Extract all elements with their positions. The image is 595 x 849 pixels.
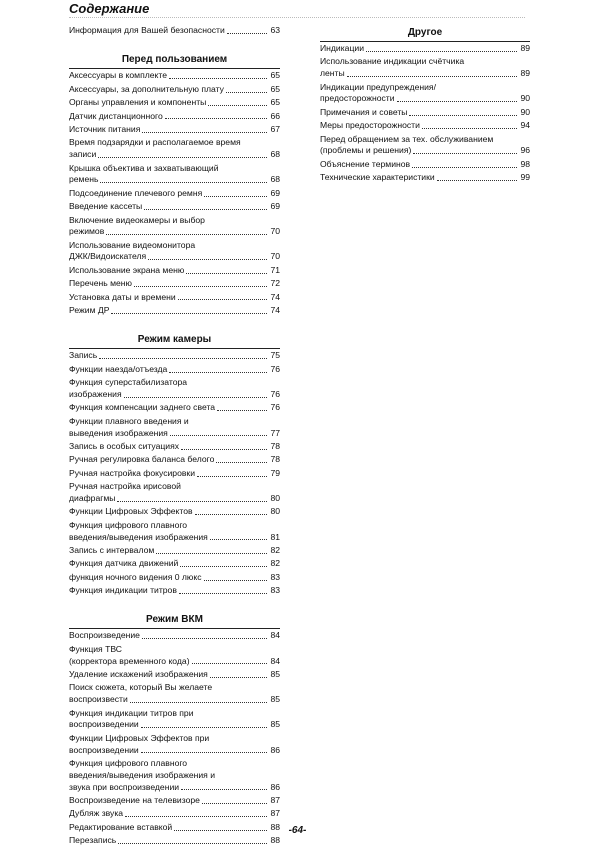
- toc-page-number: 82: [270, 558, 280, 569]
- toc-entry: [69, 644, 280, 668]
- toc-entry-last-line: [320, 43, 530, 55]
- toc-entry: [69, 70, 280, 82]
- dot-leader: [117, 501, 267, 502]
- toc-page-number: 87: [270, 795, 280, 805]
- toc-entry-last-line: [69, 719, 280, 731]
- toc-page-number: 69: [270, 201, 280, 212]
- toc-entry-last-line: [69, 585, 280, 597]
- toc-entry-text: воспроизведении: [69, 744, 139, 755]
- toc-entry-last-line: [69, 745, 280, 757]
- dot-leader: [125, 816, 267, 817]
- toc-entry-last-line: [69, 669, 280, 681]
- toc-entry-text: ремень: [69, 174, 99, 185]
- section-spacer: [69, 598, 280, 612]
- toc-entry: [69, 468, 280, 480]
- toc-entry-text: (корректора временного кода): [69, 655, 190, 666]
- toc-entry-text: Функция датчика движений: [69, 558, 179, 569]
- toc-entry-last-line: [69, 97, 280, 109]
- toc-entry-text: Функция цифрового плавного: [69, 519, 188, 530]
- toc-page-number: 85: [270, 719, 280, 730]
- dot-leader: [169, 78, 267, 79]
- dot-leader: [141, 727, 268, 728]
- dot-leader: [142, 638, 267, 639]
- dot-leader: [197, 476, 267, 477]
- toc-entry-text: Использование индикации счётчика: [320, 56, 465, 67]
- toc-entry-last-line: [320, 120, 530, 132]
- toc-entry-last-line: [69, 111, 280, 123]
- toc-entry-text: Введение кассеты: [69, 201, 143, 212]
- toc-entry-last-line: [69, 493, 280, 505]
- dot-leader: [366, 51, 517, 52]
- toc-entry: [69, 124, 280, 136]
- toc-page-number: 65: [270, 97, 280, 108]
- toc-page-number: 69: [270, 187, 280, 198]
- title-divider: [69, 17, 525, 18]
- section-spacer: [69, 318, 280, 332]
- toc-page-number: 89: [520, 68, 530, 79]
- toc-entry: [69, 305, 280, 317]
- toc-entry-text: ДЖК/Видоискателя: [69, 251, 147, 262]
- toc-entry-text: звука при воспроизведении: [69, 781, 180, 792]
- toc-entry: [69, 350, 280, 362]
- dot-leader: [179, 593, 268, 594]
- toc-entry-last-line: [69, 201, 280, 213]
- toc-entry: [69, 630, 280, 642]
- dot-leader: [130, 702, 268, 703]
- toc-entry-text: Запись с интервалом: [69, 544, 155, 555]
- toc-entry: [69, 163, 280, 187]
- toc-entry-text: введения/выведения изображения: [69, 531, 208, 542]
- toc-entry-text: Режим ДР: [69, 305, 110, 316]
- toc-entry-text: (проблемы и решения): [320, 145, 412, 156]
- toc-entry-last-line: [69, 468, 280, 480]
- dot-leader: [99, 358, 267, 359]
- toc-entry: [320, 134, 530, 158]
- section-heading: Режим камеры: [69, 332, 280, 349]
- toc-entry-text: Поиск сюжета, который Вы желаете: [69, 682, 213, 693]
- toc-entry-text: Функция ТВС: [69, 643, 123, 654]
- dot-leader: [202, 803, 268, 804]
- toc-entry: [69, 808, 280, 820]
- toc-entry: [69, 240, 280, 264]
- toc-entry-last-line: [69, 572, 280, 584]
- dot-leader: [226, 92, 267, 93]
- toc-entry-text: Подсоединение плечевого ремня: [69, 187, 203, 198]
- toc-page-number: 67: [270, 123, 280, 134]
- dot-leader: [156, 553, 267, 554]
- toc-page-number: 86: [270, 781, 280, 792]
- toc-entry-last-line: [69, 84, 280, 96]
- toc-entry-last-line: [69, 694, 280, 706]
- toc-page-number: 83: [270, 571, 280, 582]
- toc-entry-text: Меры предосторожности: [320, 120, 420, 131]
- dot-leader: [100, 182, 267, 183]
- dot-leader: [227, 33, 268, 34]
- toc-entry-text: Функции наезда/отъезда: [69, 363, 168, 374]
- toc-entry-text: Дубляж звука: [69, 808, 124, 819]
- dot-leader: [111, 313, 267, 314]
- toc-entry-last-line: [69, 835, 280, 847]
- toc-entry-text: Информация для Вашей безопасности: [69, 25, 225, 35]
- toc-entry-text: Включение видеокамеры и выбор: [69, 214, 205, 225]
- toc-entry: [320, 82, 530, 106]
- toc-entry-last-line: [69, 558, 280, 570]
- toc-entry-last-line: [69, 545, 280, 557]
- toc-entry-text: Функция суперстабилизатора: [69, 377, 188, 388]
- toc-page-number: 68: [270, 149, 280, 160]
- toc-page-number: 99: [520, 172, 530, 183]
- toc-entry-last-line: [69, 656, 280, 668]
- toc-entry: [69, 201, 280, 213]
- toc-entry-text: Функции плавного введения и: [69, 415, 189, 426]
- toc-left-column: [69, 25, 280, 849]
- toc-entry-text: Органы управления и компоненты: [69, 97, 207, 108]
- toc-entry-last-line: [320, 68, 530, 80]
- toc-entry: [69, 215, 280, 239]
- toc-entry-last-line: [69, 188, 280, 200]
- dot-leader: [169, 372, 267, 373]
- dot-leader: [148, 259, 267, 260]
- dot-leader: [142, 132, 267, 133]
- toc-entry: [69, 585, 280, 597]
- toc-page-number: 72: [270, 278, 280, 289]
- toc-page-number: 79: [270, 467, 280, 478]
- toc-entry: [69, 572, 280, 584]
- toc-entry-text: Использование видеомонитора: [69, 239, 196, 250]
- toc-page-number: 63: [270, 25, 280, 35]
- toc-page-number: 70: [270, 226, 280, 237]
- toc-entry-text: Функция цифрового плавного: [69, 758, 188, 769]
- toc-entry-last-line: [69, 350, 280, 362]
- toc-page-number: 78: [270, 454, 280, 465]
- toc-entry-text: Источник питания: [69, 123, 141, 134]
- toc-entry-last-line: [320, 107, 530, 119]
- toc-page-number: 83: [270, 585, 280, 596]
- toc-page-number: 80: [270, 506, 280, 517]
- toc-entry-text: предосторожности: [320, 93, 395, 104]
- dot-leader: [195, 514, 268, 515]
- toc-entry-text: Время подзарядки и располагаемое время: [69, 137, 241, 148]
- toc-entry-last-line: [69, 305, 280, 317]
- toc-page-number: 76: [270, 402, 280, 413]
- toc-entry-last-line: [69, 278, 280, 290]
- toc-entry: [69, 545, 280, 557]
- toc-entry-last-line: [69, 454, 280, 466]
- toc-entry-last-line: [320, 172, 530, 184]
- toc-entry-text: Индикации предупреждения/: [320, 81, 436, 92]
- toc-entry-text: записи: [69, 149, 97, 160]
- toc-entry: [69, 441, 280, 453]
- dot-leader: [181, 449, 267, 450]
- toc-entry: [69, 795, 280, 807]
- toc-page-number: 71: [270, 264, 280, 275]
- toc-page-number: 70: [270, 251, 280, 262]
- toc-page-number: 76: [270, 389, 280, 400]
- dot-leader: [186, 273, 267, 274]
- toc-entry-text: Воспроизведение: [69, 630, 140, 641]
- toc-page-number: 65: [270, 70, 280, 81]
- toc-entry-last-line: [69, 226, 280, 238]
- dot-leader: [170, 435, 268, 436]
- toc-page-number: 80: [270, 492, 280, 503]
- toc-entry-text: Ручная регулировка баланса белого: [69, 454, 215, 465]
- toc-entry-text: Аксессуары, за дополнительную плату: [69, 83, 224, 94]
- toc-page-number: 81: [270, 531, 280, 542]
- toc-page-number: 87: [270, 808, 280, 819]
- toc-entry: [69, 506, 280, 518]
- dot-leader: [178, 299, 268, 300]
- toc-entry-last-line: [320, 145, 530, 157]
- toc-entry: [320, 107, 530, 119]
- toc-entry: [69, 111, 280, 123]
- toc-entry: [69, 188, 280, 200]
- toc-entry-last-line: [69, 389, 280, 401]
- toc-entry: [320, 159, 530, 171]
- toc-page-number: 65: [270, 83, 280, 94]
- toc-entry: [69, 25, 280, 37]
- toc-page-number: 85: [270, 694, 280, 705]
- toc-entry-text: Индикации: [320, 43, 364, 53]
- toc-entry: [69, 758, 280, 793]
- dot-leader: [210, 677, 268, 678]
- dot-leader: [347, 76, 518, 77]
- dot-leader: [144, 209, 267, 210]
- toc-entry-last-line: [69, 251, 280, 263]
- toc-entry-text: Воспроизведение на телевизоре: [69, 795, 200, 805]
- toc-entry: [69, 708, 280, 732]
- toc-entry-last-line: [69, 441, 280, 453]
- toc-entry-last-line: [69, 532, 280, 544]
- dot-leader: [412, 167, 517, 168]
- toc-page-number: 90: [520, 106, 530, 117]
- dot-leader: [208, 105, 267, 106]
- toc-entry-last-line: [69, 265, 280, 277]
- toc-page-number: 90: [520, 93, 530, 104]
- toc-page-number: 84: [270, 655, 280, 666]
- toc-entry-text: Перезапись: [69, 835, 117, 846]
- toc-entry: [69, 558, 280, 570]
- toc-entry: [69, 835, 280, 847]
- toc-entry: [69, 278, 280, 290]
- toc-entry-text: воспроизведении: [69, 719, 139, 730]
- toc-entry: [69, 364, 280, 376]
- toc-entry-last-line: [320, 159, 530, 171]
- toc-page-number: 76: [270, 363, 280, 374]
- toc-entry-text: Объяснение терминов: [320, 158, 411, 169]
- toc-page-number: 74: [270, 291, 280, 302]
- toc-page-number: 75: [270, 350, 280, 361]
- dot-leader: [98, 157, 267, 158]
- dot-leader: [124, 397, 268, 398]
- page-number: -64-: [288, 825, 307, 836]
- dot-leader: [106, 234, 267, 235]
- toc-page-number: 77: [270, 427, 280, 438]
- toc-entry-last-line: [69, 364, 280, 376]
- toc-entry-text: Крышка объектива и захватывающий: [69, 162, 219, 173]
- toc-entry-last-line: [69, 506, 280, 518]
- toc-page-number: 68: [270, 174, 280, 185]
- dot-leader: [397, 101, 518, 102]
- toc-entry-text: Функции Цифровых Эффектов при: [69, 732, 210, 743]
- toc-entry: [69, 454, 280, 466]
- toc-entry-text: Использование экрана меню: [69, 264, 185, 275]
- section-spacer: [69, 38, 280, 52]
- toc-entry-last-line: [69, 70, 280, 82]
- toc-right-column: [320, 25, 530, 186]
- toc-entry-last-line: [69, 428, 280, 440]
- dot-leader: [422, 128, 518, 129]
- toc-entry-last-line: [69, 292, 280, 304]
- dot-leader: [210, 539, 268, 540]
- toc-entry: [320, 120, 530, 132]
- toc-entry-last-line: [320, 93, 530, 105]
- toc-entry-text: функция ночного видения 0 люкс: [69, 571, 202, 582]
- toc-page-number: 78: [270, 440, 280, 451]
- toc-entry-last-line: [69, 630, 280, 642]
- toc-entry-text: воспроизвести: [69, 694, 128, 705]
- toc-entry-text: Перед обращением за тех. обслуживанием: [320, 133, 494, 144]
- dot-leader: [217, 410, 267, 411]
- dot-leader: [437, 180, 518, 181]
- toc-entry: [69, 733, 280, 757]
- toc-entry-text: Технические характеристики: [320, 172, 435, 183]
- toc-page-number: 85: [270, 669, 280, 680]
- toc-entry-last-line: [69, 25, 280, 37]
- toc-entry-text: введения/выведения изображения и: [69, 769, 216, 780]
- page-title: Содержание: [69, 1, 150, 16]
- toc-page-number: 98: [520, 158, 530, 169]
- toc-entry: [69, 682, 280, 706]
- toc-entry: [69, 669, 280, 681]
- toc-page-number: 88: [270, 821, 280, 832]
- toc-entry-text: Редактирование вставкой: [69, 821, 173, 832]
- toc-entry: [320, 43, 530, 55]
- toc-entry: [69, 137, 280, 161]
- dot-leader: [192, 663, 268, 664]
- dot-leader: [141, 752, 268, 753]
- toc-entry-text: Функция индикации титров: [69, 585, 177, 596]
- toc-page-number: 86: [270, 744, 280, 755]
- dot-leader: [118, 843, 267, 844]
- toc-entry-text: ленты: [320, 68, 345, 79]
- dot-leader: [204, 196, 267, 197]
- toc-entry-text: Функции Цифровых Эффектов: [69, 506, 193, 517]
- toc-entry: [320, 56, 530, 80]
- toc-entry: [69, 292, 280, 304]
- section-heading: Другое: [320, 25, 530, 42]
- toc-entry-text: выведения изображения: [69, 427, 168, 438]
- dot-leader: [134, 286, 267, 287]
- toc-entry: [69, 416, 280, 440]
- toc-entry-text: Функция индикации титров при: [69, 707, 194, 718]
- toc-entry: [69, 377, 280, 401]
- toc-page-number: 89: [520, 43, 530, 53]
- toc-page-number: 82: [270, 544, 280, 555]
- toc-entry-text: Примечания и советы: [320, 106, 408, 117]
- toc-page-number: 66: [270, 110, 280, 121]
- toc-entry-last-line: [69, 782, 280, 794]
- toc-page-number: 94: [520, 120, 530, 131]
- toc-entry-text: Перечень меню: [69, 278, 132, 289]
- section-heading: Перед пользованием: [69, 52, 280, 69]
- toc-entry-text: Запись в особых ситуациях: [69, 440, 180, 451]
- toc-entry: [69, 481, 280, 505]
- toc-entry-last-line: [69, 402, 280, 414]
- toc-page-number: 96: [520, 145, 530, 156]
- dot-leader: [216, 462, 267, 463]
- dot-leader: [181, 789, 267, 790]
- dot-leader: [180, 566, 267, 567]
- toc-page-number: 74: [270, 305, 280, 316]
- toc-entry-text: Установка даты и времени: [69, 291, 176, 302]
- toc-entry-last-line: [69, 795, 280, 807]
- toc-entry-text: диафрагмы: [69, 492, 116, 503]
- toc-entry-text: Функция компенсации заднего света: [69, 402, 216, 413]
- section-heading: Режим ВКМ: [69, 612, 280, 629]
- toc-page-number: 88: [270, 835, 280, 846]
- toc-entry: [69, 84, 280, 96]
- dot-leader: [409, 115, 517, 116]
- toc-entry-text: Датчик дистанционного: [69, 110, 163, 121]
- toc-entry: [69, 97, 280, 109]
- dot-leader: [165, 118, 268, 119]
- toc-entry: [69, 265, 280, 277]
- toc-page-number: 84: [270, 630, 280, 641]
- dot-leader: [413, 153, 517, 154]
- toc-entry-text: Запись: [69, 350, 98, 361]
- toc-entry-last-line: [69, 149, 280, 161]
- toc-entry-text: Ручная настройка фокусировки: [69, 467, 195, 478]
- toc-entry: [69, 520, 280, 544]
- toc-entry-text: изображения: [69, 389, 122, 400]
- toc-entry-last-line: [69, 808, 280, 820]
- toc-entry-text: режимов: [69, 226, 105, 237]
- toc-entry-last-line: [69, 174, 280, 186]
- toc-entry-text: Ручная настройка ирисовой: [69, 481, 181, 492]
- toc-entry-text: Удаление искажений изображения: [69, 669, 208, 680]
- toc-entry-text: Аксессуары в комплекте: [69, 70, 168, 81]
- toc-entry: [320, 172, 530, 184]
- toc-entry-last-line: [69, 124, 280, 136]
- toc-entry: [69, 402, 280, 414]
- dot-leader: [204, 580, 268, 581]
